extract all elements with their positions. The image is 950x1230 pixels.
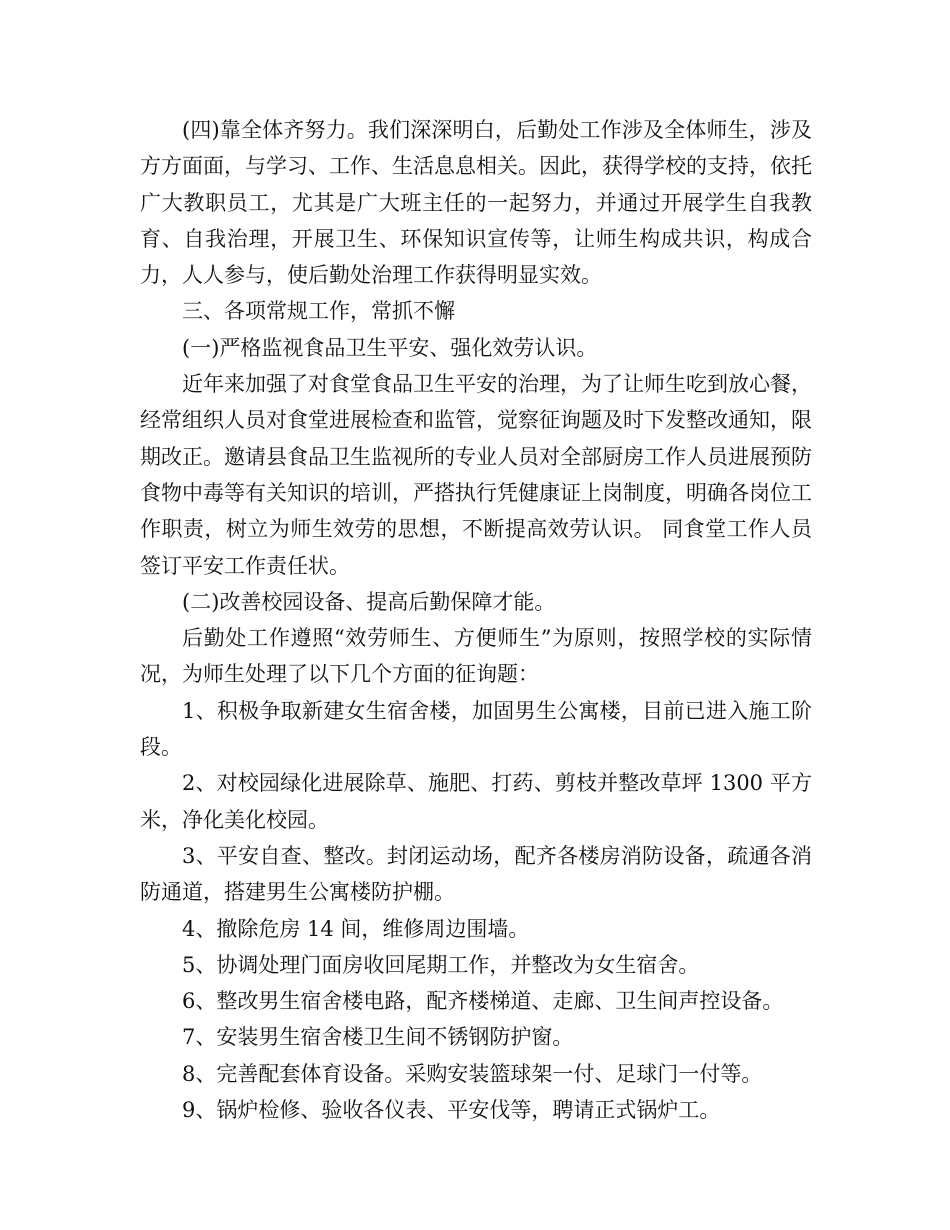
- list-item-7: 7、安装男生宿舍楼卫生间不锈钢防护窗。: [182, 1025, 574, 1050]
- list-item-6: 6、整改男生宿舍楼电路，配齐楼梯道、走廊、卫生间声控设备。: [182, 989, 784, 1014]
- section-heading-routine-work: 三、各项常规工作，常抓不懈: [182, 299, 455, 324]
- paragraph-logistics-principle: 后勤处工作遵照“效劳师生、方便师生”为原则，按照学校的实际情况，为师生处理了以下几个方面的征询题：: [140, 626, 812, 687]
- paragraph-all-staff-effort: (四)靠全体齐努力。我们深深明白，后勤处工作涉及全体师生，涉及方方面面，与学习、工作、生活息息相关。因此，获得学校的支持，依托广大教职员工，尤其是广大班主任的一起努力，并通过开展学生自我教育、自我治理，开展卫生、环保知识宣传等，让师生构成共识，构成合力，人人参与，使后勤处治理工作获得明显实效。: [140, 118, 812, 288]
- list-item-1: 1、积极争取新建女生宿舍楼，加固男生公寓楼，目前已进入施工阶段。: [140, 698, 812, 760]
- list-item-5: 5、协调处理门面房收回尾期工作，并整改为女生宿舍。: [182, 952, 700, 977]
- list-item-2: 2、对校园绿化进展除草、施肥、打药、剪枝并整改草坪 1300 平方米，净化美化校园。: [140, 771, 812, 832]
- paragraph-food-safety: 近年来加强了对食堂食品卫生平安的治理，为了让师生吃到放心餐，经常组织人员对食堂进展检查和监管，觉察征询题及时下发整改通知，限期改正。邀请县食品卫生监视所的专业人员对全部厨房工作人员进展预防食物中毒等有关知识的培训，严搭执行凭健康证上岗制度，明确各岗位工作职责，树立为师生效劳的思想，不断提高效劳认识。 同食堂工作人员签订平安工作责任状。: [140, 372, 812, 578]
- list-item-3: 3、平安自查、整改。封闭运动场，配齐各楼房消防设备，疏通各消防通道，搭建男生公寓楼防护棚。: [140, 843, 812, 905]
- subheading-food-safety: (一)严格监视食品卫生平安、强化效劳认识。: [182, 335, 598, 360]
- list-item-9: 9、锅炉检修、验收各仪表、平安伐等，聘请正式锅炉工。: [182, 1098, 721, 1123]
- subheading-campus-facilities: (二)改善校园设备、提高后勤保障才能。: [182, 589, 556, 614]
- document-body: [140, 112, 812, 1128]
- list-item-8: 8、完善配套体育设备。采购安装篮球架一付、足球门一付等。: [182, 1061, 763, 1086]
- list-item-4: 4、撤除危房 14 间，维修周边围墙。: [182, 916, 530, 941]
